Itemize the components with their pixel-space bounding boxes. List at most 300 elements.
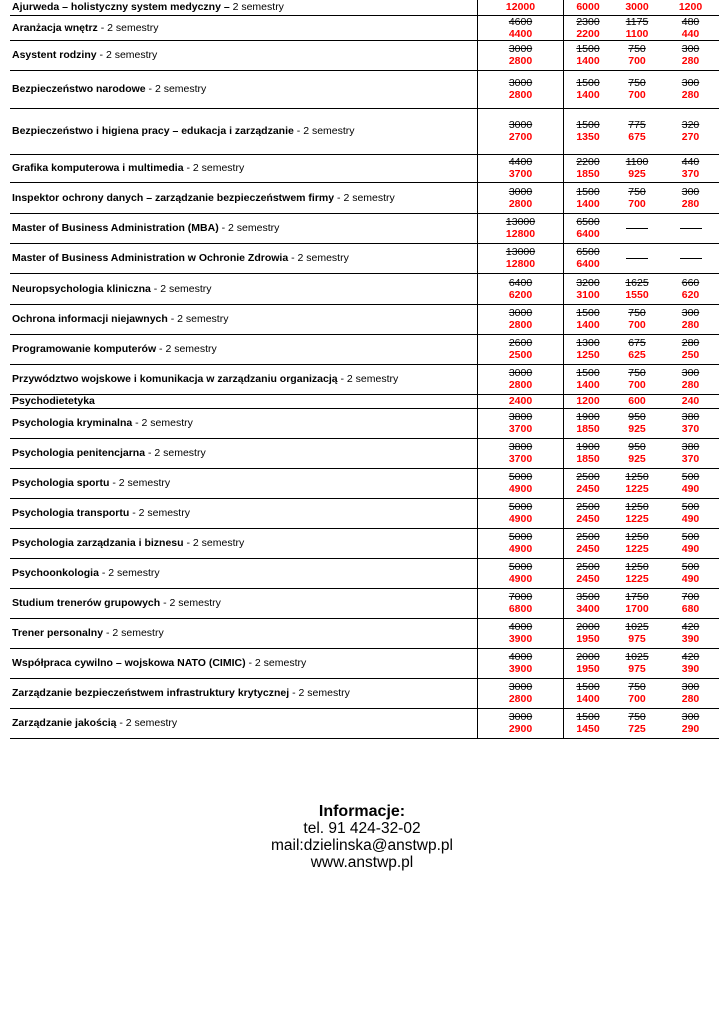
old-price: 750	[628, 711, 646, 723]
old-price: 950	[628, 411, 646, 423]
new-price: 2700	[508, 131, 533, 143]
price-cell	[662, 708, 719, 738]
new-price: 1225	[625, 543, 649, 555]
price-cell	[478, 708, 564, 738]
empty-dash	[626, 258, 648, 259]
price-cell	[662, 558, 719, 588]
price-cell	[612, 40, 662, 70]
price-cell	[662, 408, 719, 438]
course-name: Zarządzanie jakością	[12, 717, 117, 729]
course-cell	[10, 70, 478, 108]
price-cell	[478, 468, 564, 498]
new-price: 2800	[508, 197, 533, 210]
price-cell	[478, 648, 564, 678]
price-cell	[478, 618, 564, 648]
price-cell	[564, 648, 613, 678]
old-price: 750	[628, 681, 646, 693]
new-price: 1350	[576, 131, 600, 143]
course-duration: - 2 semestry	[98, 567, 160, 579]
course-name: Psychoonkologia	[12, 567, 99, 579]
new-price: 370	[681, 453, 700, 465]
course-duration: - 2 semestry	[183, 162, 245, 174]
course-name: Master of Business Administration w Ochronie Zdrowia	[12, 252, 289, 264]
course-cell	[10, 154, 478, 182]
old-price: 1175	[625, 15, 649, 28]
price-cell	[662, 588, 719, 618]
new-price: 2900	[508, 723, 533, 735]
old-price: 2300	[576, 15, 600, 28]
new-price: 280	[681, 55, 700, 67]
old-price: 1500	[576, 711, 600, 723]
new-price: 2800	[508, 89, 533, 101]
new-price: 4900	[508, 573, 533, 585]
old-price: 500	[681, 531, 700, 543]
price-cell	[612, 182, 662, 213]
course-duration: - 2 semestry	[245, 657, 307, 669]
old-price: 1100	[625, 156, 649, 168]
price-cell	[612, 468, 662, 498]
course-duration: - 2 semestry	[289, 687, 350, 699]
old-price: 320	[681, 119, 700, 131]
old-price: 5000	[508, 561, 533, 573]
course-duration: - 2 semestry	[160, 597, 221, 609]
old-price: 7000	[508, 591, 533, 603]
old-price: 3500	[576, 591, 600, 603]
price-cell	[612, 618, 662, 648]
price-cell	[478, 528, 564, 558]
old-price: 4600	[508, 15, 533, 28]
price-cell	[662, 243, 719, 273]
old-price: 1500	[576, 185, 600, 198]
old-price: 1250	[625, 501, 649, 513]
new-price: 1950	[576, 663, 600, 675]
new-price: 925	[628, 453, 646, 465]
info-email: mail:dzielinska@anstwp.pl	[270, 837, 453, 854]
price-cell	[478, 15, 564, 40]
new-price: 4900	[508, 513, 533, 525]
price-cell	[564, 408, 613, 438]
old-price: 675	[628, 337, 646, 349]
price-cell	[564, 108, 613, 154]
old-price: 700	[681, 591, 700, 603]
old-price: 2600	[508, 337, 533, 349]
old-price: 775	[628, 119, 646, 131]
table-row	[10, 708, 719, 738]
table-row	[10, 648, 719, 678]
new-price: 700	[628, 197, 646, 210]
new-price: 975	[628, 633, 646, 645]
price-cell	[564, 678, 613, 708]
old-price: 5000	[508, 501, 533, 513]
old-price: 3000	[508, 367, 533, 379]
price-cell	[478, 304, 564, 334]
old-price: 1025	[625, 621, 649, 633]
new-price: 1200	[678, 1, 703, 14]
new-price: 280	[681, 197, 700, 210]
course-cell	[10, 40, 478, 70]
table-row	[10, 588, 719, 618]
price-cell	[662, 0, 719, 15]
table-row	[10, 678, 719, 708]
new-price: 280	[681, 319, 700, 331]
course-duration: - 2 semestry	[334, 191, 395, 204]
new-price: 1400	[576, 55, 600, 67]
new-price: 12000	[505, 1, 536, 14]
new-price: 2400	[508, 395, 533, 407]
old-price: 300	[681, 367, 700, 379]
new-price: 1400	[576, 89, 600, 101]
new-price: 700	[628, 693, 646, 705]
course-cell	[10, 304, 478, 334]
old-price: 420	[681, 621, 700, 633]
old-price: 2200	[576, 156, 600, 168]
old-price: 2000	[576, 651, 600, 663]
old-price: 1025	[625, 651, 649, 663]
new-price: 2500	[508, 349, 533, 361]
new-price: 3700	[508, 423, 533, 435]
table-row	[10, 154, 719, 182]
old-price: 6500	[576, 216, 600, 228]
old-price: 6400	[508, 276, 533, 289]
course-name: Psychodietetyka	[12, 395, 95, 407]
old-price: 3000	[508, 681, 533, 693]
price-cell	[612, 243, 662, 273]
old-price: 1900	[576, 441, 600, 453]
new-price: 1250	[576, 349, 600, 361]
price-cell	[662, 273, 719, 304]
price-cell	[612, 648, 662, 678]
price-cell	[662, 70, 719, 108]
new-price: 250	[681, 349, 700, 361]
table-row	[10, 108, 719, 154]
new-price: 975	[628, 663, 646, 675]
new-price: 280	[681, 693, 700, 705]
table-row	[10, 394, 719, 408]
price-cell	[662, 40, 719, 70]
new-price: 700	[628, 55, 646, 67]
old-price: 300	[681, 681, 700, 693]
price-cell	[564, 154, 613, 182]
price-cell	[478, 243, 564, 273]
price-cell	[564, 438, 613, 468]
contact-info	[0, 803, 724, 871]
new-price: 370	[681, 168, 700, 180]
course-cell	[10, 15, 478, 40]
price-cell	[478, 438, 564, 468]
course-cell	[10, 243, 478, 273]
price-cell	[612, 678, 662, 708]
course-duration: - 2 semestry	[183, 537, 245, 549]
price-cell	[612, 364, 662, 394]
price-cell	[612, 70, 662, 108]
info-title: Informacje:	[318, 803, 406, 820]
course-cell	[10, 273, 478, 304]
course-name: Bezpieczeństwo narodowe	[12, 83, 146, 95]
price-cell	[478, 558, 564, 588]
price-cell	[478, 0, 564, 15]
price-cell	[662, 678, 719, 708]
old-price: 3000	[508, 43, 533, 55]
old-price: 1750	[625, 591, 649, 603]
new-price: 290	[681, 723, 700, 735]
old-price: 3000	[508, 307, 533, 319]
price-cell	[564, 243, 613, 273]
course-duration: - 2 semestry	[97, 21, 159, 34]
old-price: 300	[681, 307, 700, 319]
course-name: Psychologia kryminalna	[12, 417, 133, 429]
table-row	[10, 273, 719, 304]
price-cell	[564, 558, 613, 588]
course-cell	[10, 213, 478, 243]
table-row	[10, 304, 719, 334]
new-price: 1850	[576, 168, 600, 180]
table-row	[10, 213, 719, 243]
old-price: 1500	[576, 43, 600, 55]
info-website: www.anstwp.pl	[310, 854, 414, 871]
old-price: 950	[628, 441, 646, 453]
price-cell	[564, 304, 613, 334]
price-cell	[662, 334, 719, 364]
old-price: 380	[681, 411, 700, 423]
price-cell	[662, 304, 719, 334]
course-duration: - 2 semestry	[167, 313, 229, 325]
price-cell	[612, 558, 662, 588]
course-cell	[10, 0, 478, 15]
price-cell	[612, 498, 662, 528]
price-cell	[662, 468, 719, 498]
old-price: 500	[681, 501, 700, 513]
old-price: 750	[628, 367, 646, 379]
old-price: 5000	[508, 471, 533, 483]
old-price: 1500	[576, 77, 600, 89]
old-price: 3800	[508, 411, 533, 423]
new-price: 625	[628, 349, 646, 361]
course-name: Psychologia penitencjarna	[12, 447, 146, 459]
price-cell	[478, 108, 564, 154]
price-cell	[662, 438, 719, 468]
table-row	[10, 468, 719, 498]
old-price: 1250	[625, 561, 649, 573]
course-cell	[10, 364, 478, 394]
old-price: 2000	[576, 621, 600, 633]
price-cell	[612, 438, 662, 468]
course-name: Przywództwo wojskowe i komunikacja w zarządzaniu organizacją	[12, 373, 338, 385]
price-cell	[478, 408, 564, 438]
old-price: 300	[681, 43, 700, 55]
new-price: 6400	[576, 228, 600, 240]
old-price: 480	[681, 15, 700, 28]
course-cell	[10, 648, 478, 678]
old-price: 1300	[576, 337, 600, 349]
price-cell	[478, 364, 564, 394]
new-price: 1200	[576, 395, 600, 407]
price-cell	[564, 273, 613, 304]
new-price: 4900	[508, 483, 533, 495]
new-price: 925	[628, 423, 646, 435]
price-cell	[612, 394, 662, 408]
old-price: 4400	[508, 156, 533, 168]
old-price: 2500	[576, 501, 600, 513]
course-cell	[10, 108, 478, 154]
price-cell	[662, 364, 719, 394]
new-price: 6000	[576, 1, 600, 14]
price-table-body	[10, 0, 719, 738]
new-price: 1450	[576, 723, 600, 735]
price-cell	[662, 528, 719, 558]
course-name: Trener personalny	[12, 627, 104, 639]
course-cell	[10, 618, 478, 648]
old-price: 4000	[508, 651, 533, 663]
old-price: 750	[628, 185, 646, 198]
course-cell	[10, 498, 478, 528]
new-price: 240	[681, 395, 700, 407]
new-price: 3900	[508, 633, 533, 645]
table-row	[10, 408, 719, 438]
course-duration: - 2 semestry	[288, 252, 349, 264]
new-price: 490	[681, 513, 700, 525]
new-price: 3100	[576, 288, 600, 301]
old-price: 500	[681, 471, 700, 483]
price-cell	[662, 498, 719, 528]
new-price: 270	[681, 131, 700, 143]
new-price: 280	[681, 89, 700, 101]
course-cell	[10, 408, 478, 438]
table-row	[10, 40, 719, 70]
new-price: 280	[681, 379, 700, 391]
price-cell	[564, 618, 613, 648]
course-name: Grafika komputerowa i multimedia	[12, 162, 184, 174]
price-cell	[612, 273, 662, 304]
price-cell	[564, 468, 613, 498]
old-price: 660	[681, 276, 700, 289]
table-row	[10, 498, 719, 528]
table-row	[10, 0, 719, 15]
course-duration: - 2 semestry	[145, 447, 206, 459]
old-price: 13000	[505, 216, 536, 228]
course-name: Studium trenerów grupowych	[12, 597, 161, 609]
price-cell	[564, 498, 613, 528]
price-cell	[662, 648, 719, 678]
price-cell	[612, 588, 662, 618]
old-price: 13000	[505, 246, 536, 258]
course-name: Psychologia transportu	[12, 507, 130, 519]
new-price: 700	[628, 89, 646, 101]
old-price: 1900	[576, 411, 600, 423]
new-price: 3700	[508, 168, 533, 180]
course-name: Psychologia sportu	[12, 477, 110, 489]
course-name: Ochrona informacji niejawnych	[12, 313, 168, 325]
new-price: 1850	[576, 453, 600, 465]
old-price: 750	[628, 43, 646, 55]
course-name: Aranżacja wnętrz	[12, 21, 98, 34]
price-cell	[564, 394, 613, 408]
price-cell	[612, 108, 662, 154]
table-row	[10, 334, 719, 364]
course-name: Asystent rodziny	[12, 49, 97, 61]
new-price: 1225	[625, 513, 649, 525]
new-price: 390	[681, 663, 700, 675]
new-price: 6800	[508, 603, 533, 615]
course-name: Psychologia zarządzania i biznesu	[12, 537, 184, 549]
old-price: 6500	[576, 246, 600, 258]
new-price: 3700	[508, 453, 533, 465]
price-cell	[478, 588, 564, 618]
new-price: 490	[681, 483, 700, 495]
old-price: 500	[681, 561, 700, 573]
new-price: 1400	[576, 319, 600, 331]
table-row	[10, 15, 719, 40]
course-name: Współpraca cywilno – wojskowa NATO (CIMIC)	[12, 657, 246, 669]
price-cell	[478, 182, 564, 213]
course-name: Programowanie komputerów	[12, 343, 157, 355]
price-cell	[612, 408, 662, 438]
new-price: 620	[681, 288, 700, 301]
empty-dash	[680, 258, 702, 259]
new-price: 2450	[576, 513, 600, 525]
price-cell	[478, 678, 564, 708]
table-row	[10, 70, 719, 108]
new-price: 3400	[576, 603, 600, 615]
course-cell	[10, 334, 478, 364]
new-price: 2450	[576, 573, 600, 585]
new-price: 600	[628, 395, 646, 407]
table-row	[10, 618, 719, 648]
new-price: 440	[681, 27, 700, 40]
new-price: 1100	[625, 27, 649, 40]
new-price: 12800	[505, 228, 536, 240]
price-cell	[564, 334, 613, 364]
price-cell	[612, 708, 662, 738]
old-price: 2500	[576, 471, 600, 483]
old-price: 1250	[625, 471, 649, 483]
price-cell	[662, 154, 719, 182]
price-cell	[612, 334, 662, 364]
new-price: 680	[681, 603, 700, 615]
new-price: 12800	[505, 258, 536, 270]
new-price: 490	[681, 573, 700, 585]
course-duration: - 2 semestry	[293, 125, 355, 137]
new-price: 2800	[508, 693, 533, 705]
course-name: Ajurweda – holistyczny system medyczny –	[12, 1, 230, 14]
price-cell	[662, 394, 719, 408]
course-duration: - 2 semestry	[337, 373, 399, 385]
new-price: 2200	[576, 27, 600, 40]
new-price: 390	[681, 633, 700, 645]
old-price: 750	[628, 77, 646, 89]
new-price: 2800	[508, 379, 533, 391]
new-price: 1225	[625, 483, 649, 495]
course-name: Inspektor ochrony danych – zarządzanie bezpieczeństwem firmy	[12, 191, 335, 204]
table-row	[10, 243, 719, 273]
price-cell	[478, 213, 564, 243]
price-cell	[612, 154, 662, 182]
old-price: 3000	[508, 711, 533, 723]
course-duration: - 2 semestry	[132, 417, 193, 429]
table-row	[10, 558, 719, 588]
price-cell	[564, 15, 613, 40]
price-cell	[564, 588, 613, 618]
course-cell	[10, 708, 478, 738]
price-cell	[564, 0, 613, 15]
price-cell	[564, 40, 613, 70]
course-duration: 2 semestry	[229, 1, 284, 14]
new-price: 725	[628, 723, 646, 735]
price-cell	[662, 15, 719, 40]
old-price: 4000	[508, 621, 533, 633]
table-row	[10, 182, 719, 213]
course-name: Neuropsychologia kliniczna	[12, 282, 151, 295]
new-price: 6200	[508, 288, 533, 301]
